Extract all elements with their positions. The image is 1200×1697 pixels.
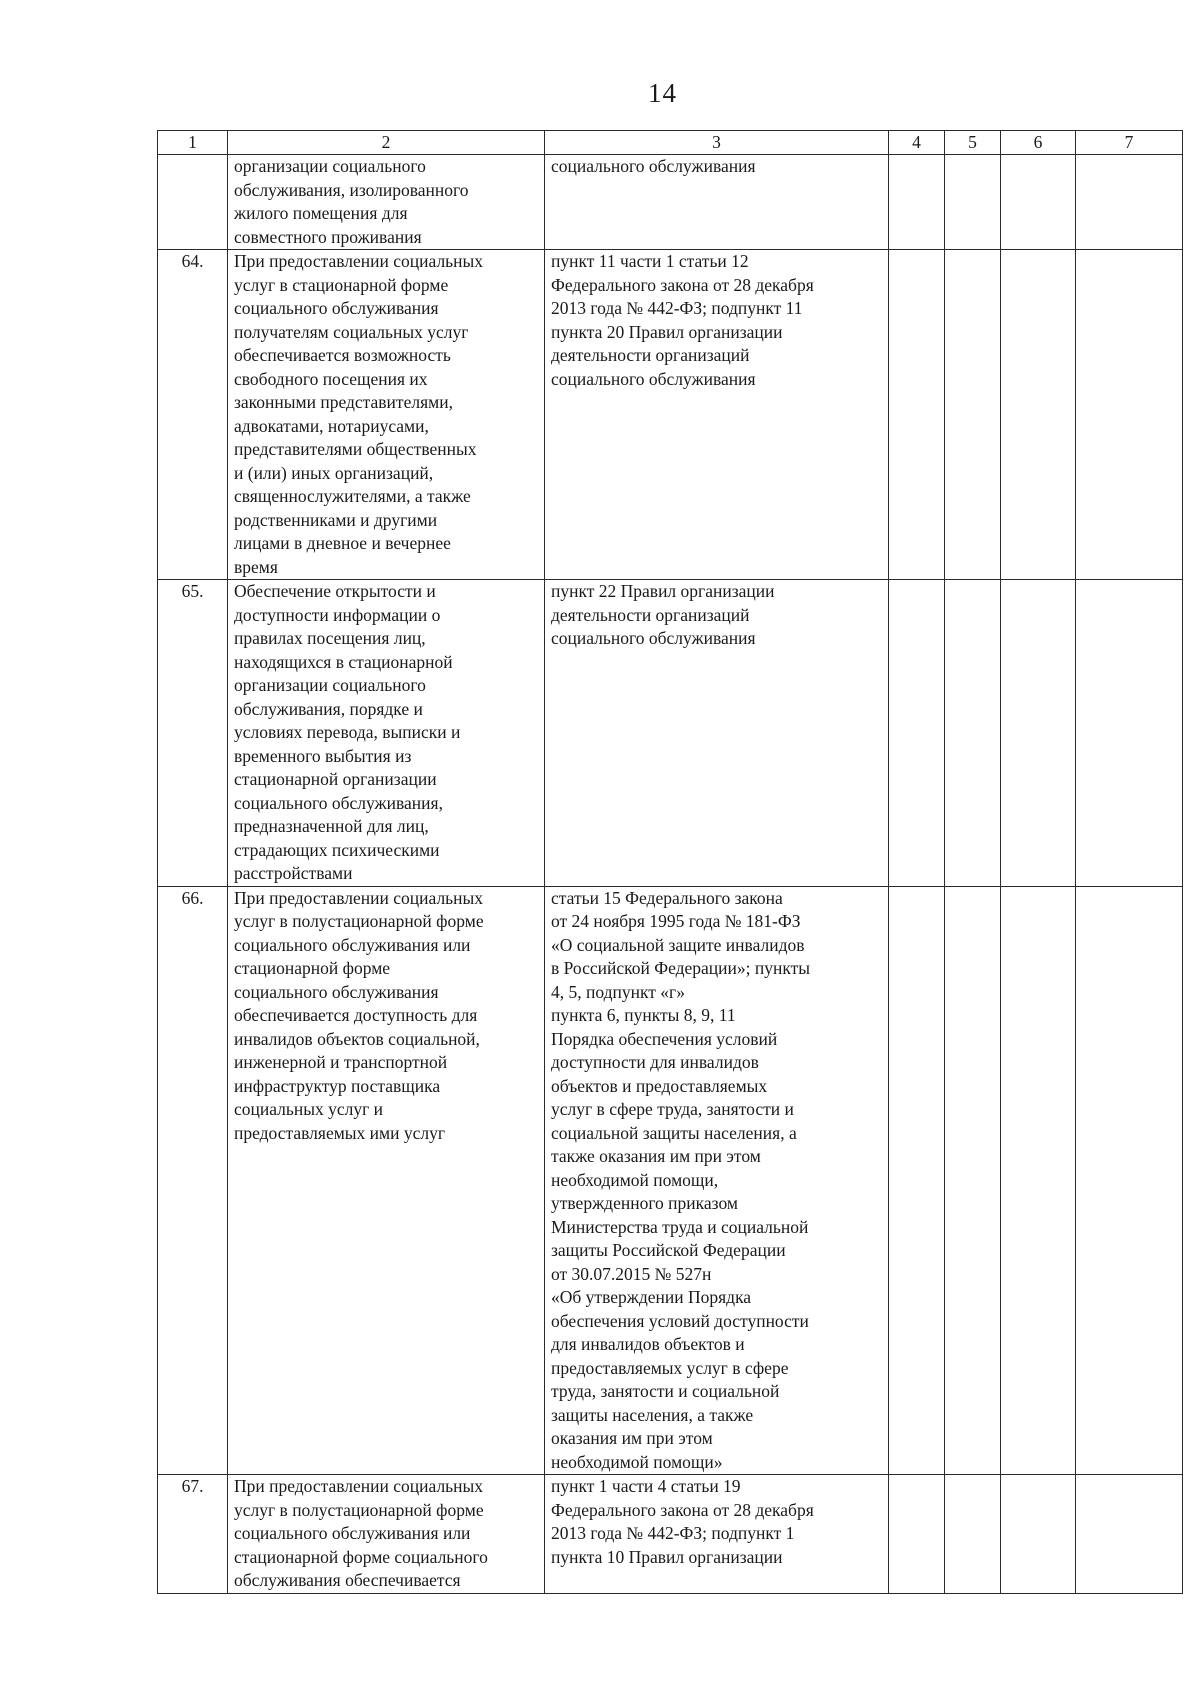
legal-reference-line: услуг в сфере труда, занятости и (551, 1099, 794, 1119)
legal-reference-cell (545, 580, 889, 887)
answer-cell-yes (889, 155, 945, 250)
requirement-line: совместного проживания (234, 226, 422, 247)
answer-cell-no (945, 886, 1001, 1475)
header-col-7: 7 (1076, 131, 1183, 155)
requirement-line: доступности информации о (234, 604, 441, 625)
legal-reference-line: пункт 22 Правил организации (551, 581, 775, 601)
legal-reference-line: социального обслуживания (551, 368, 756, 389)
requirement-cell (228, 250, 545, 580)
requirement-line: При предоставлении социальных (234, 887, 484, 908)
requirement-line: находящихся в стационарной (234, 651, 453, 672)
table-body (158, 155, 1183, 1594)
requirement-cell (228, 1475, 545, 1594)
header-col-4: 4 (889, 131, 945, 155)
legal-reference-line: Порядка обеспечения условий (551, 1028, 778, 1049)
legal-reference-line: также оказания им при этом (551, 1146, 761, 1166)
legal-reference-line: защиты населения, а также (551, 1404, 754, 1425)
requirement-line: организации социального (234, 156, 426, 176)
legal-reference-cell (545, 886, 889, 1475)
requirement-line: стационарной форме социального (234, 1546, 488, 1567)
table-row (158, 155, 1183, 250)
requirement-line: свободного посещения их (234, 368, 428, 389)
requirement-line: При предоставлении социальных (234, 251, 484, 271)
legal-reference-line: пункта 20 Правил организации (551, 321, 783, 342)
legal-reference-line: «Об утверждении Порядка (551, 1287, 752, 1307)
requirement-line: жилого помещения для (234, 203, 408, 223)
legal-reference-line: пункта 6, пункты 8, 9, 11 (551, 1005, 736, 1025)
answer-cell-note (1076, 155, 1183, 250)
requirement-line: услуг в стационарной форме (234, 274, 449, 295)
requirement-line: правилах посещения лиц, (234, 628, 426, 648)
legal-reference-line: от 30.07.2015 № 527н (551, 1263, 712, 1284)
legal-reference-line: Министерства труда и социальной (551, 1216, 809, 1237)
requirement-line: обслуживания, изолированного (234, 179, 469, 200)
answer-cell-not-applicable (1001, 580, 1076, 887)
legal-reference-line: статьи 15 Федерального закона (551, 887, 783, 908)
requirement-line: услуг в полустационарной форме (234, 911, 484, 931)
requirement-line: социального обслуживания или (234, 934, 471, 955)
requirement-line: предназначенной для лиц, (234, 816, 429, 836)
legal-reference-line: защиты Российской Федерации (551, 1240, 786, 1260)
requirement-line: При предоставлении социальных (234, 1476, 484, 1496)
legal-reference-line: доступности для инвалидов (551, 1052, 759, 1072)
table-row (158, 1475, 1183, 1594)
legal-reference-line: от 24 ноября 1995 года № 181-ФЗ (551, 911, 801, 931)
legal-reference-line: необходимой помощи» (551, 1451, 723, 1472)
requirement-line: лицами в дневное и вечернее (234, 533, 451, 553)
legal-reference-line: 2013 года № 442-ФЗ; подпункт 1 (551, 1523, 795, 1543)
legal-reference-line: утвержденного приказом (551, 1193, 738, 1213)
legal-reference-line: для инвалидов объектов и (551, 1334, 745, 1354)
answer-cell-no (945, 580, 1001, 887)
page-number: 14 (648, 78, 677, 108)
header-col-6: 6 (1001, 131, 1076, 155)
requirement-line: получателям социальных услуг (234, 321, 469, 342)
requirement-cell (228, 580, 545, 887)
legal-reference-line: в Российской Федерации»; пункты (551, 958, 811, 978)
requirement-line: обслуживания обеспечивается (234, 1570, 461, 1590)
legal-reference-line: Федерального закона от 28 декабря (551, 274, 814, 295)
legal-reference-cell (545, 1475, 889, 1594)
requirement-line: стационарной форме (234, 958, 391, 978)
requirement-line: расстройствами (234, 863, 353, 883)
table-row (158, 580, 1183, 887)
header-col-2: 2 (228, 131, 545, 155)
row-number: 67. (158, 1475, 228, 1594)
legal-reference-line: «О социальной защите инвалидов (551, 934, 805, 955)
requirement-line: обеспечивается доступность для (234, 1005, 478, 1025)
answer-cell-not-applicable (1001, 886, 1076, 1475)
requirement-line: обеспечивается возможность (234, 345, 451, 365)
legal-reference-line: объектов и предоставляемых (551, 1075, 768, 1096)
legal-reference-line: 2013 года № 442-ФЗ; подпункт 11 (551, 298, 803, 318)
header-col-1: 1 (158, 131, 228, 155)
requirement-line: инженерной и транспортной (234, 1052, 448, 1072)
requirement-line: социального обслуживания или (234, 1523, 471, 1543)
legal-reference-line: пункт 11 части 1 статьи 12 (551, 251, 749, 271)
legal-reference-cell (545, 155, 889, 250)
legal-reference-line: 4, 5, подпункт «г» (551, 981, 685, 1002)
legal-reference-line: деятельности организаций (551, 604, 750, 625)
requirement-cell (228, 886, 545, 1475)
requirement-line: родственниками и другими (234, 509, 438, 530)
legal-reference-line: оказания им при этом (551, 1428, 713, 1448)
row-number (158, 155, 228, 250)
legal-reference-line: труда, занятости и социальной (551, 1381, 780, 1401)
answer-cell-no (945, 250, 1001, 580)
legal-reference-line: деятельности организаций (551, 345, 750, 365)
legal-reference-line: социального обслуживания (551, 156, 756, 176)
requirement-line: социального обслуживания (234, 298, 439, 318)
requirement-line: предоставляемых ими услуг (234, 1122, 446, 1143)
answer-cell-note (1076, 1475, 1183, 1594)
answer-cell-not-applicable (1001, 155, 1076, 250)
table-row (158, 250, 1183, 580)
requirement-line: время (234, 556, 278, 577)
requirement-line: условиях перевода, выписки и (234, 722, 461, 742)
requirement-line: обслуживания, порядке и (234, 698, 423, 719)
row-number: 64. (158, 250, 228, 580)
answer-cell-no (945, 155, 1001, 250)
requirement-line: социального обслуживания (234, 981, 439, 1002)
requirement-line: и (или) иных организаций, (234, 462, 434, 483)
requirement-line: социального обслуживания, (234, 792, 443, 813)
answer-cell-yes (889, 580, 945, 887)
requirement-line: временного выбытия из (234, 745, 412, 766)
answer-cell-not-applicable (1001, 250, 1076, 580)
legal-reference-line: необходимой помощи, (551, 1169, 719, 1190)
row-number: 65. (158, 580, 228, 887)
requirement-cell (228, 155, 545, 250)
requirement-line: законными представителями, (234, 392, 453, 412)
answer-cell-not-applicable (1001, 1475, 1076, 1594)
legal-reference-line: социальной защиты населения, а (551, 1122, 797, 1143)
requirement-line: Обеспечение открытости и (234, 581, 436, 601)
answer-cell-yes (889, 886, 945, 1475)
answer-cell-yes (889, 1475, 945, 1594)
requirement-line: инвалидов объектов социальной, (234, 1028, 480, 1049)
legal-reference-line: социального обслуживания (551, 628, 756, 648)
requirement-line: стационарной организации (234, 769, 437, 789)
answer-cell-note (1076, 250, 1183, 580)
requirement-line: священнослужителями, а также (234, 486, 471, 506)
requirement-line: представителями общественных (234, 439, 477, 459)
header-row (158, 131, 1183, 155)
legal-reference-line: Федерального закона от 28 декабря (551, 1499, 814, 1520)
legal-reference-line: пункта 10 Правил организации (551, 1546, 783, 1567)
legal-reference-line: пункт 1 части 4 статьи 19 (551, 1476, 741, 1496)
legal-reference-cell (545, 250, 889, 580)
requirement-line: адвокатами, нотариусами, (234, 415, 429, 436)
checklist-table (157, 130, 1183, 1594)
header-col-5: 5 (945, 131, 1001, 155)
requirement-line: услуг в полустационарной форме (234, 1499, 484, 1520)
answer-cell-no (945, 1475, 1001, 1594)
requirement-line: инфраструктур поставщика (234, 1075, 441, 1096)
requirement-line: организации социального (234, 675, 426, 695)
legal-reference-line: обеспечения условий доступности (551, 1310, 809, 1331)
requirement-line: социальных услуг и (234, 1099, 384, 1119)
requirement-line: страдающих психическими (234, 839, 440, 860)
header-col-3: 3 (545, 131, 889, 155)
table-row (158, 886, 1183, 1475)
answer-cell-yes (889, 250, 945, 580)
row-number: 66. (158, 886, 228, 1475)
answer-cell-note (1076, 580, 1183, 887)
legal-reference-line: предоставляемых услуг в сфере (551, 1357, 789, 1378)
answer-cell-note (1076, 886, 1183, 1475)
